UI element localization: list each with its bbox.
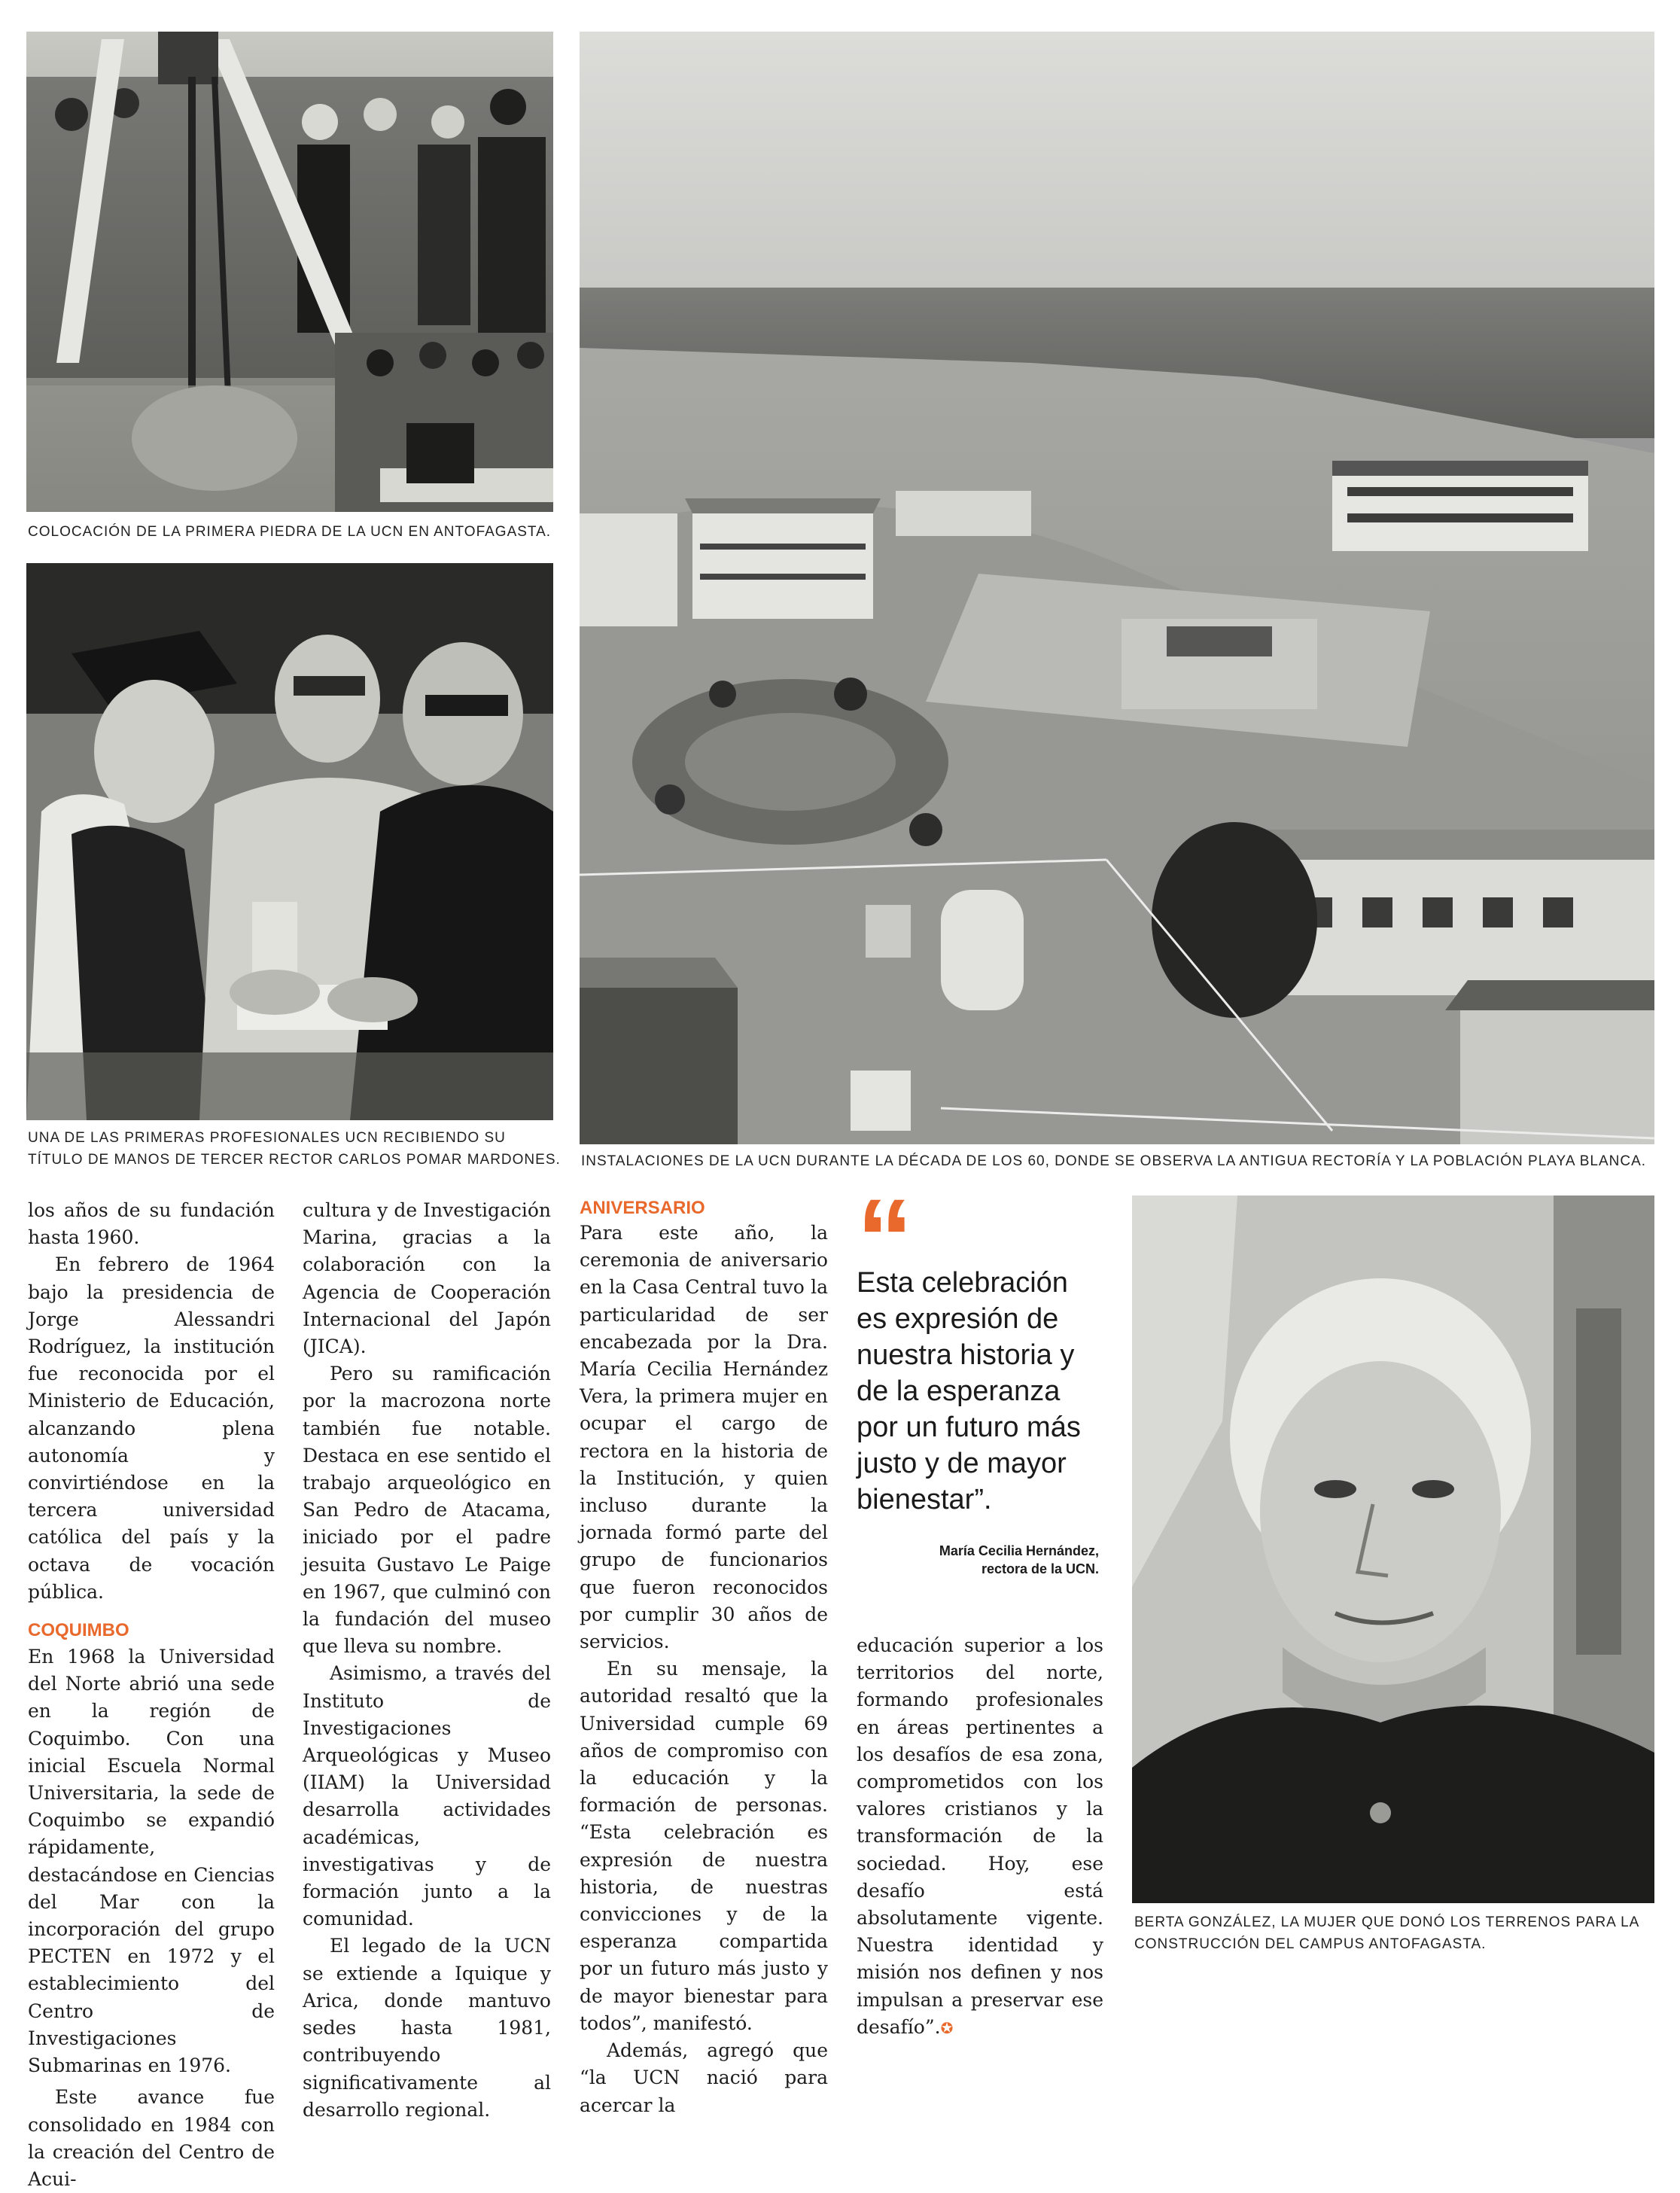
article-paragraph: Además, agregó que “la UCN nació para acercar la [580, 2039, 828, 2116]
article-column-4 [857, 1632, 1103, 2042]
article-paragraph: Asimismo, a través del Instituto de Investigaciones Arqueológicas y Museo (IIAM) la Universidad desarrolla actividades académicas, investigativas y de formación junto a la comunidad. [303, 1662, 551, 1930]
quote-mark-icon: “ [857, 1175, 913, 1302]
article-paragraph: En 1968 la Universidad del Norte abrió una sede en la región de Coquimbo. Con una inicial Escuela Normal Universitaria, la sede de Coquimbo se expandió rápidamente, destacándose en Ciencias del Mar con la incorporación del grupo PECTEN en 1972 y el establecimiento del Centro de Investigaciones Submarinas en 1976. [28, 1646, 275, 2077]
end-mark-icon: ✪ [940, 2018, 954, 2037]
section-heading-coquimbo: COQUIMBO [28, 1620, 129, 1641]
article-paragraph [857, 1632, 1103, 2042]
pullquote-text: Esta celebración es expresión de nuestra historia y de la esperanza por un futuro más justo y de mayor bienestar”. [857, 1267, 1081, 1515]
section-heading-aniversario: ANIVERSARIO [580, 1198, 705, 1218]
closing-paragraph-text: educación superior a los territorios del norte, formando profesionales en áreas pertinentes a los desafíos de esa zona, comprometidos con los valores cristianos y la transformación de la sociedad. Hoy, ese desafío está absolutamente vigente. Nuestra identidad y misión nos definen y nos impulsan a preservar ese desafío”. [857, 1634, 1103, 2038]
first-stone-photo [26, 32, 553, 512]
article-column-3 [580, 1197, 828, 2119]
article-column-1 [28, 1197, 275, 2193]
pullquote-attribution [857, 1542, 1099, 1578]
article-column-2 [303, 1197, 551, 2124]
berta-caption: BERTA GONZÁLEZ, LA MUJER QUE DONÓ LOS TERRENOS PARA LA CONSTRUCCIÓN DEL CAMPUS ANTOFAGASTA. [1134, 1914, 1640, 1952]
article-paragraph: Este avance fue consolidado en 1984 con la creación del Centro de Acui- [28, 2086, 275, 2190]
article-paragraph: cultura y de Investigación Marina, gracias a la colaboración con la Agencia de Cooperación Internacional del Japón (JICA). [303, 1199, 551, 1358]
pullquote-role: rectora de la UCN. [981, 1561, 1099, 1576]
first-graduate-photo [26, 563, 553, 1120]
first-graduate-caption: UNA DE LAS PRIMERAS PROFESIONALES UCN RECIBIENDO SU TÍTULO DE MANOS DE TERCER RECTOR CARLOS POMAR MARDONES. [28, 1130, 561, 1168]
article-paragraph: Para este año, la ceremonia de aniversario en la Casa Central tuvo la particularidad de ser encabezada por la Dra. María Cecilia Hernández Vera, la primera mujer en ocupar el cargo de rectora en la historia de la Institución, y quien incluso durante la jornada formó parte del grupo de funcionarios que fueron reconocidos por cumplir 30 años de servicios. [580, 1222, 828, 1653]
pullquote-author: María Cecilia Hernández, [939, 1543, 1099, 1558]
article-paragraph: Pero su ramificación por la macrozona norte también fue notable. Destaca en ese sentido el trabajo arqueológico en San Pedro de Atacama, iniciado por el padre jesuita Gustavo Le Paige en 1967, que culminó con la fundación del museo que lleva su nombre. [303, 1363, 551, 1658]
article-paragraph: En su mensaje, la autoridad resaltó que la Universidad cumple 69 años de compromiso con la educación y la formación de personas. “Esta celebración es expresión de nuestra historia, de nuestras convicciones y de la esperanza compartida por un futuro más justo y de mayor bienestar para todos”, manifestó. [580, 1658, 828, 2034]
campus-caption: INSTALACIONES DE LA UCN DURANTE LA DÉCADA DE LOS 60, DONDE SE OBSERVA LA ANTIGUA RECTORÍA Y LA POBLACIÓN PLAYA BLANCA. [581, 1153, 1647, 1169]
article-paragraph: En febrero de 1964 bajo la presidencia de Jorge Alessandri Rodríguez, la institución fue reconocida por el Ministerio de Educación, alcanzando plena autonomía y convirtiéndose en la tercera universidad católica del país y la octava de vocación pública. [28, 1253, 275, 1603]
first-stone-caption: COLOCACIÓN DE LA PRIMERA PIEDRA DE LA UCN EN ANTOFAGASTA. [28, 524, 552, 540]
campus-aerial-photo [580, 32, 1654, 1144]
article-paragraph: El legado de la UCN se extiende a Iquique y Arica, donde mantuvo sedes hasta 1981, contribuyendo significativamente al desarrollo regional. [303, 1935, 551, 2121]
berta-portrait-photo [1132, 1195, 1654, 1903]
article-paragraph: los años de su fundación hasta 1960. [28, 1199, 275, 1249]
